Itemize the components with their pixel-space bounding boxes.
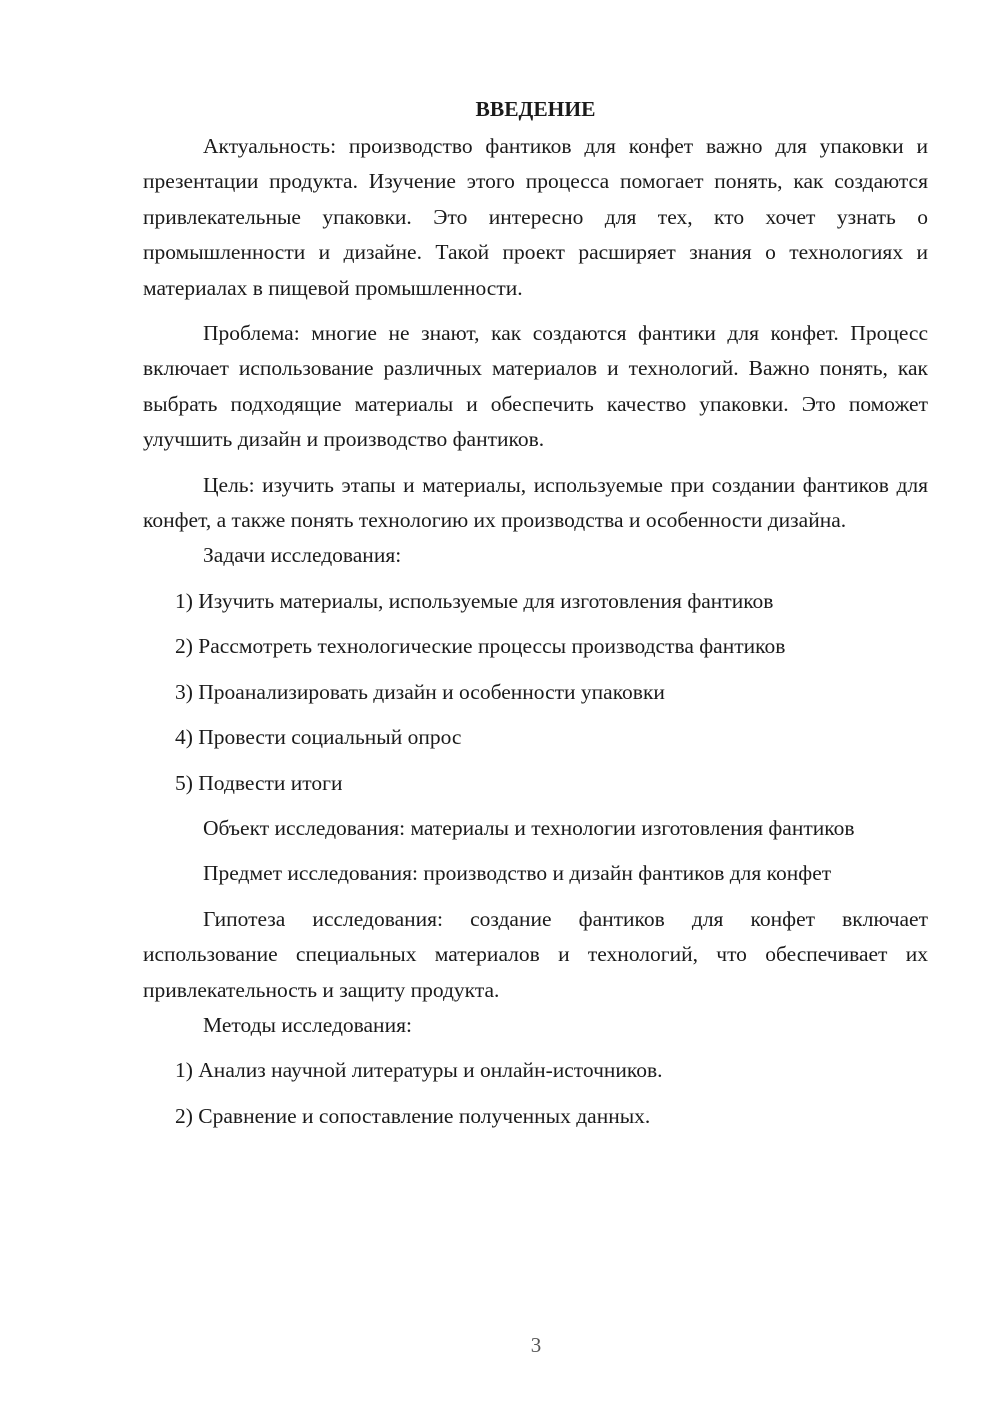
problem-paragraph: Проблема: многие не знают, как создаются фантики для конфет. Процесс включает использование различных материалов и технологий. Важно понять, как выбрать подходящие материалы и обеспечить качество упаковки. Это поможет улучшить дизайн и производство фантиков. [143, 321, 928, 452]
document-page [143, 92, 928, 1134]
object-paragraph: Объект исследования: материалы и технологии изготовления фантиков [203, 815, 855, 840]
list-item: 2) Рассмотреть технологические процессы производства фантиков [175, 634, 786, 659]
relevance-paragraph: Актуальность: производство фантиков для конфет важно для упаковки и презентации продукта. Изучение этого процесса помогает понять, как создаются привлекательные упаковки. Это интересно для тех, кто хочет узнать о промышленности и дизайне. Такой проект расширяет знания о технологиях и материалах в пищевой промышленности. [143, 134, 928, 300]
list-item: 5) Подвести итоги [175, 770, 343, 795]
hypothesis-paragraph: Гипотеза исследования: создание фантиков для конфет включает использование специальных материалов и технологий, что обеспечивает их привлекательность и защиту продукта. [143, 906, 928, 1002]
tasks-list [143, 584, 928, 801]
methods-heading: Методы исследования: [203, 1012, 412, 1037]
list-item: 3) Проанализировать дизайн и особенности упаковки [175, 679, 665, 704]
page-title: ВВЕДЕНИЕ [475, 97, 596, 121]
goal-paragraph: Цель: изучить этапы и материалы, используемые при создании фантиков для конфет, а также понять технологию их производства и особенности дизайна. [143, 472, 928, 533]
list-item: 2) Сравнение и сопоставление полученных данных. [175, 1103, 651, 1128]
list-item: 4) Провести социальный опрос [175, 725, 462, 750]
page-number: 3 [530, 1333, 542, 1357]
tasks-heading: Задачи исследования: [203, 543, 402, 568]
list-item: 1) Изучить материалы, используемые для изготовления фантиков [175, 588, 774, 613]
methods-list [143, 1053, 928, 1134]
subject-paragraph: Предмет исследования: производство и дизайн фантиков для конфет [203, 861, 832, 886]
list-item: 1) Анализ научной литературы и онлайн-источников. [175, 1058, 663, 1083]
